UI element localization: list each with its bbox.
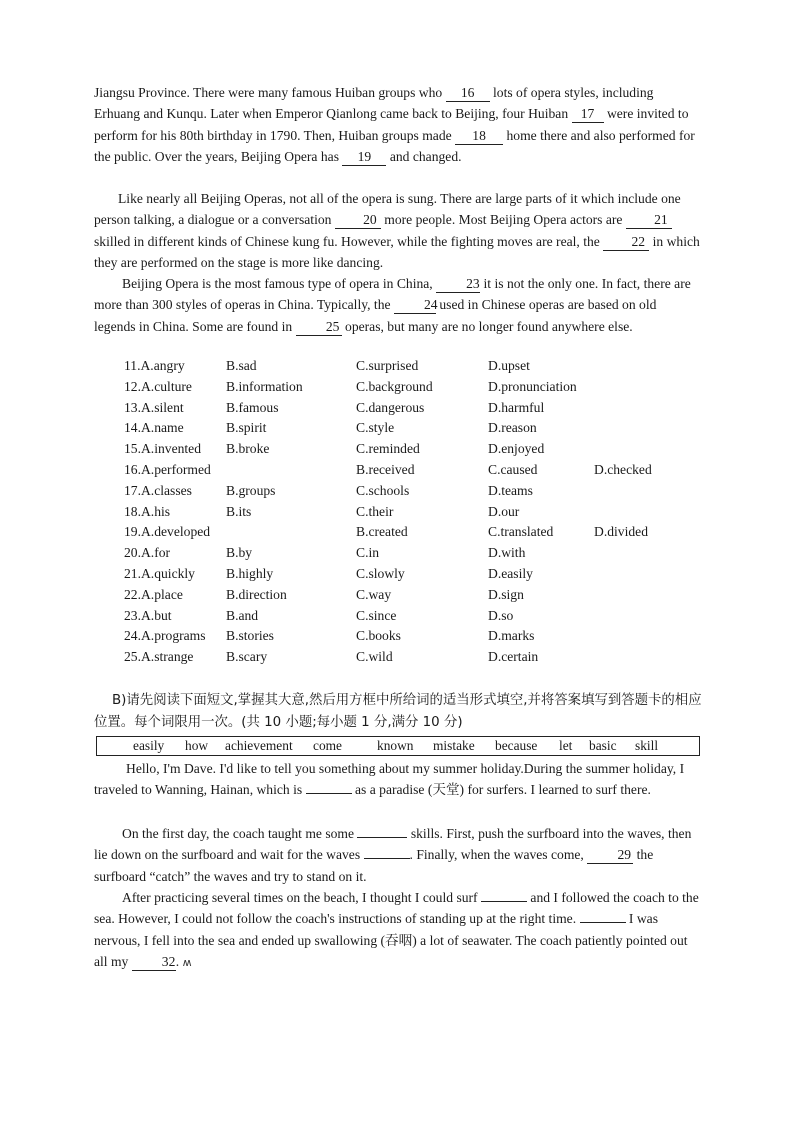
option-b: B.its — [226, 503, 252, 519]
option-a: 18.A.his — [124, 503, 171, 519]
option-b: B.stories — [226, 628, 274, 644]
option-c: C.since — [356, 607, 397, 623]
option-b: B.by — [226, 545, 253, 561]
option-a: 16.A.performed — [124, 461, 211, 477]
blank-20: 20 — [335, 212, 381, 229]
option-b: B.information — [226, 378, 303, 394]
blank-27 — [357, 837, 407, 838]
option-d: C.caused — [488, 461, 538, 477]
blank-16: 16 — [446, 85, 490, 102]
option-d: D.enjoyed — [488, 441, 545, 457]
option-a: 19.A.developed — [124, 524, 211, 540]
option-a: 20.A.for — [124, 545, 171, 561]
option-c: C.schools — [356, 482, 410, 498]
text: home there and also performed for the public. Over the years, Beijing Opera has — [94, 127, 695, 164]
option-row — [124, 543, 724, 564]
option-a: 15.A.invented — [124, 441, 202, 457]
option-a: 21.A.quickly — [124, 565, 195, 581]
option-d: D.so — [488, 607, 514, 623]
option-extra: D.checked — [594, 461, 652, 477]
blank-26 — [306, 793, 352, 794]
text: as a paradise (天堂) for surfers. I learned to surf there. — [355, 782, 651, 798]
option-d: D.sign — [488, 586, 524, 602]
option-a: 23.A.but — [124, 607, 172, 623]
option-d: D.certain — [488, 649, 539, 665]
option-b: B.groups — [226, 482, 276, 498]
option-c: C.dangerous — [356, 399, 425, 415]
option-row — [124, 522, 724, 543]
option-d: D.our — [488, 503, 520, 519]
text: skilled in different kinds of Chinese kung fu. However, while the fighting moves are real, the — [94, 233, 600, 249]
option-row — [124, 356, 724, 377]
blank-17: 17 — [572, 106, 604, 123]
word-bank-item: basic — [589, 738, 617, 753]
option-d: D.upset — [488, 358, 530, 373]
option-a: 22.A.place — [124, 586, 183, 602]
text: I was nervous, I fell into the sea and ended up swallowing (吞咽) a lot of seawater. The coach patiently pointed out all my — [94, 911, 688, 969]
blank-30 — [481, 901, 527, 902]
passage-b-paragraph-2 — [94, 823, 700, 887]
passage-b-paragraph-1 — [94, 758, 700, 801]
option-c: C.background — [356, 378, 433, 394]
blank-19: 19 — [342, 149, 386, 166]
option-b: B.highly — [226, 565, 274, 581]
text: On the first day, the coach taught me some — [122, 826, 355, 841]
text: Beijing Opera is the most famous type of opera in China, — [122, 276, 433, 291]
text: . Finally, when the waves come, — [409, 847, 584, 863]
option-c: C.wild — [356, 649, 393, 665]
option-a: 11.A.angry — [124, 358, 185, 373]
option-c: C.their — [356, 503, 394, 519]
option-a: 14.A.name — [124, 420, 184, 436]
option-c: C.slowly — [356, 565, 405, 581]
option-a: 12.A.culture — [124, 378, 192, 394]
option-row — [124, 606, 724, 627]
option-c: C.books — [356, 628, 401, 644]
text: and changed. — [389, 148, 462, 164]
text: Like nearly all Beijing Operas, not all of the opera is sung. There are large parts of it which include one person talking, a dialogue or a conversation — [94, 191, 681, 228]
text: and I followed the coach to the sea. However, I could not follow the coach's instructions of standing up at the right time. — [94, 890, 699, 927]
option-d: D.reason — [488, 420, 537, 436]
option-extra: D.divided — [594, 524, 648, 540]
option-c: C.way — [356, 586, 392, 602]
option-row — [124, 564, 724, 585]
option-c: C.in — [356, 545, 380, 561]
option-b: B.broke — [226, 441, 270, 457]
option-c: C.reminded — [356, 441, 420, 457]
option-d: D.with — [488, 545, 526, 561]
option-row — [124, 647, 724, 668]
option-c: B.created — [356, 524, 408, 540]
text: Jiangsu Province. There were many famous Huiban groups who — [94, 85, 443, 100]
blank-18: 18 — [455, 128, 503, 145]
option-d: D.pronunciation — [488, 378, 577, 394]
word-bank-item: how — [185, 738, 209, 753]
word-bank-item: easily — [133, 738, 165, 753]
text: in which they are performed on the stage is more like dancing. — [94, 233, 700, 270]
text: skills. First, push the surfboard into the waves, then lie down on the surfboard and wait for the waves — [94, 826, 692, 863]
text: operas, but many are no longer found anywhere else. — [345, 318, 633, 334]
text: Hello, I'm Dave. I'd like to tell you something about my summer holiday.During the summer holiday, I traveled to Wanning, Hainan, which is — [94, 761, 685, 798]
text: the surfboard “catch” the waves and try to stand on it. — [94, 847, 654, 884]
option-row — [124, 481, 724, 502]
text: . — [175, 953, 180, 969]
blank-23: 23 — [436, 276, 480, 293]
option-row — [124, 439, 724, 460]
blank-28 — [364, 858, 410, 859]
blank-31 — [580, 922, 626, 923]
pen-mark-icon: ʍ — [182, 955, 192, 969]
word-bank-item: let — [559, 738, 573, 753]
text: were invited to perform for his 80th birthday in 1790. Then, Huiban groups made — [94, 106, 689, 143]
option-d: D.easily — [488, 565, 533, 581]
passage-a-paragraph-3 — [94, 273, 700, 337]
answer-options — [124, 356, 724, 668]
word-bank-item: mistake — [433, 738, 475, 753]
word-bank-item: skill — [635, 738, 659, 753]
text: it is not the only one. In fact, there are more than 300 styles of operas in China. Typically, the — [94, 276, 691, 313]
word-bank-item: known — [377, 738, 414, 753]
passage-b-paragraph-3 — [94, 887, 700, 973]
option-row — [124, 626, 724, 647]
option-c: B.received — [356, 461, 415, 477]
word-bank-box — [96, 736, 700, 756]
blank-24: 24 — [394, 297, 436, 314]
word-bank-item: achievement — [225, 738, 293, 753]
option-b: B.direction — [226, 586, 287, 602]
section-b-heading: B)请先阅读下面短文,掌握其大意,然后用方框中所给词的适当形式填空,并将答案填写到答题卡的相应位置。每个词限用一次。(共 10 小题;每小题 1 分,满分 10 分) — [94, 693, 702, 730]
text: more people. Most Beijing Opera actors are — [384, 212, 623, 228]
option-d: C.translated — [488, 524, 554, 540]
option-a: 17.A.classes — [124, 482, 192, 498]
option-row — [124, 398, 724, 419]
blank-25: 25 — [296, 319, 342, 336]
passage-a-paragraph-2 — [94, 188, 700, 273]
option-b: B.scary — [226, 649, 268, 665]
option-d: D.marks — [488, 628, 535, 644]
option-b: B.and — [226, 607, 259, 623]
option-c: C.surprised — [356, 358, 419, 373]
option-a: 24.A.programs — [124, 628, 206, 644]
option-b: B.famous — [226, 399, 279, 415]
option-row — [124, 377, 724, 398]
blank-32: 32 — [132, 954, 176, 971]
text: lots of opera styles, including Erhuang and Kunqu. Later when Emperor Qianlong came back to Beijing, four Huiban — [94, 85, 654, 122]
option-row — [124, 460, 724, 481]
passage-a-paragraph-1 — [94, 82, 700, 167]
blank-21: 21 — [626, 212, 672, 229]
option-d: D.teams — [488, 482, 533, 498]
word-bank-item: come — [313, 738, 342, 753]
option-b: B.spirit — [226, 420, 267, 436]
text: used in Chinese operas are based on old legends in China. Some are found in — [94, 297, 657, 334]
blank-22: 22 — [603, 234, 649, 251]
option-c: C.style — [356, 420, 395, 436]
option-d: D.harmful — [488, 399, 545, 415]
option-a: 13.A.silent — [124, 399, 184, 415]
option-row — [124, 585, 724, 606]
word-bank-item: because — [495, 738, 538, 753]
option-row — [124, 418, 724, 439]
option-b: B.sad — [226, 358, 257, 373]
option-row — [124, 502, 724, 523]
option-a: 25.A.strange — [124, 649, 194, 665]
blank-29: 29 — [587, 847, 633, 864]
text: After practicing several times on the beach, I thought I could surf — [122, 890, 478, 905]
